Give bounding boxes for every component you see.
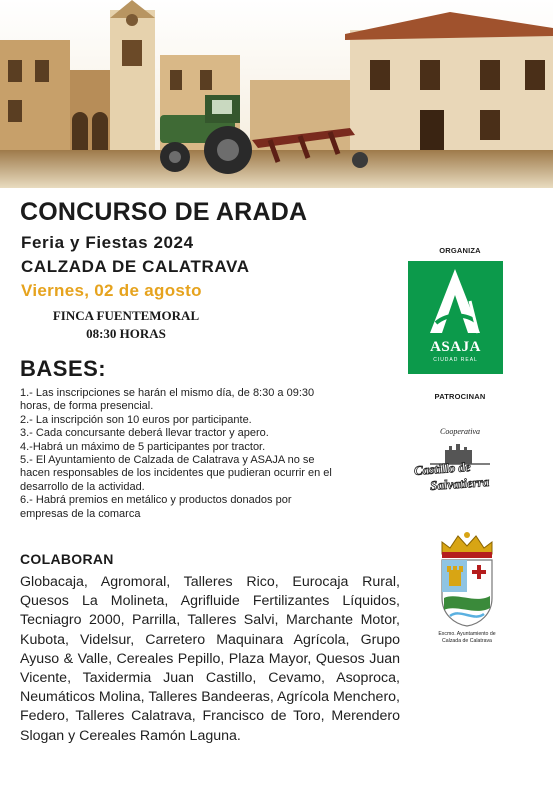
colaboran-heading: COLABORAN xyxy=(20,551,114,567)
event-place: FINCA FUENTEMORAL xyxy=(52,308,200,323)
ayuntamiento-line-2: Calzada de Calatrava xyxy=(442,638,492,644)
rule-line: 1.- Las inscripciones se harán el mismo día, de 8:30 a 09:30 xyxy=(20,387,315,399)
event-town: CALZADA DE CALATRAVA xyxy=(21,257,250,276)
patrocinan-label: PATROCINAN xyxy=(434,392,486,401)
organiza-label: ORGANIZA xyxy=(439,246,481,255)
rule-line: horas, de forma presencial. xyxy=(20,400,154,413)
coat-of-arms-icon xyxy=(436,528,498,628)
rule-line: hacen responsables de los incidentes que pudieran ocurrir en el xyxy=(20,467,332,480)
asaja-a-icon xyxy=(408,261,503,341)
castillo-line-1: Castillo de xyxy=(413,459,472,478)
rule-line: 5.- El Ayuntamiento de Calzada de Calatrava y ASAJA no se xyxy=(20,454,315,467)
rule-line: desarrollo de la actividad. xyxy=(20,480,145,493)
rule-line: 2.- La inscripción son 10 euros por participante. xyxy=(20,413,252,426)
rule-line: 4.-Habrá un máximo de 5 participantes por tractor. xyxy=(20,440,266,453)
tractor-town-illustration-icon xyxy=(0,0,553,188)
rule-line: 3.- Cada concursante deberá llevar tractor y apero. xyxy=(20,427,269,440)
event-date: Viernes, 02 de agosto xyxy=(21,281,202,300)
ayuntamiento-line-1: Excmo. Ayuntamiento de xyxy=(438,631,496,637)
colaboran-list: Globacaja, Agromoral, Talleres Rico, Eurocaja Rural, Quesos La Molineta, Agrifluide Fertilizantes Líquidos, Tecniagro 2000, Parrilla, Talleres Salvi, Marchante Motor, Kubota, Videlsur, Carretero Maquinara Agrícola, Grupo Ayuso & Valle, Cereales Pepillo, Plaza Mayor, Quesos Juan Vicente, Taxidermia Juan Castillo, Cevamo, Asoproca, Neumáticos Molina, Talleres Bandeeras, Agrícola Menchero, Federo, Talleres Calatrava, Francisco de Toro, Merendero Slogan y Cereales Ramón Laguna. xyxy=(20,574,400,744)
hero-illustration xyxy=(0,0,553,188)
asaja-subtitle: CIUDAD REAL xyxy=(433,357,478,363)
bases-heading: BASES: xyxy=(20,356,107,381)
asaja-name: ASAJA xyxy=(430,339,481,355)
castillo-line-2: Salvatierra xyxy=(429,473,490,494)
rule-line: 6.- Habrá premios en metálico y productos donados por xyxy=(20,494,292,507)
rules-list xyxy=(20,387,370,521)
asaja-logo xyxy=(408,261,503,374)
cooperativa-label: Cooperativa xyxy=(440,427,480,436)
event-time: 08:30 HORAS xyxy=(86,326,166,341)
event-subtitle: Feria y Fiestas 2024 xyxy=(21,233,194,252)
event-title: CONCURSO DE ARADA xyxy=(20,198,308,226)
rule-line: empresas de la comarca xyxy=(20,507,141,520)
